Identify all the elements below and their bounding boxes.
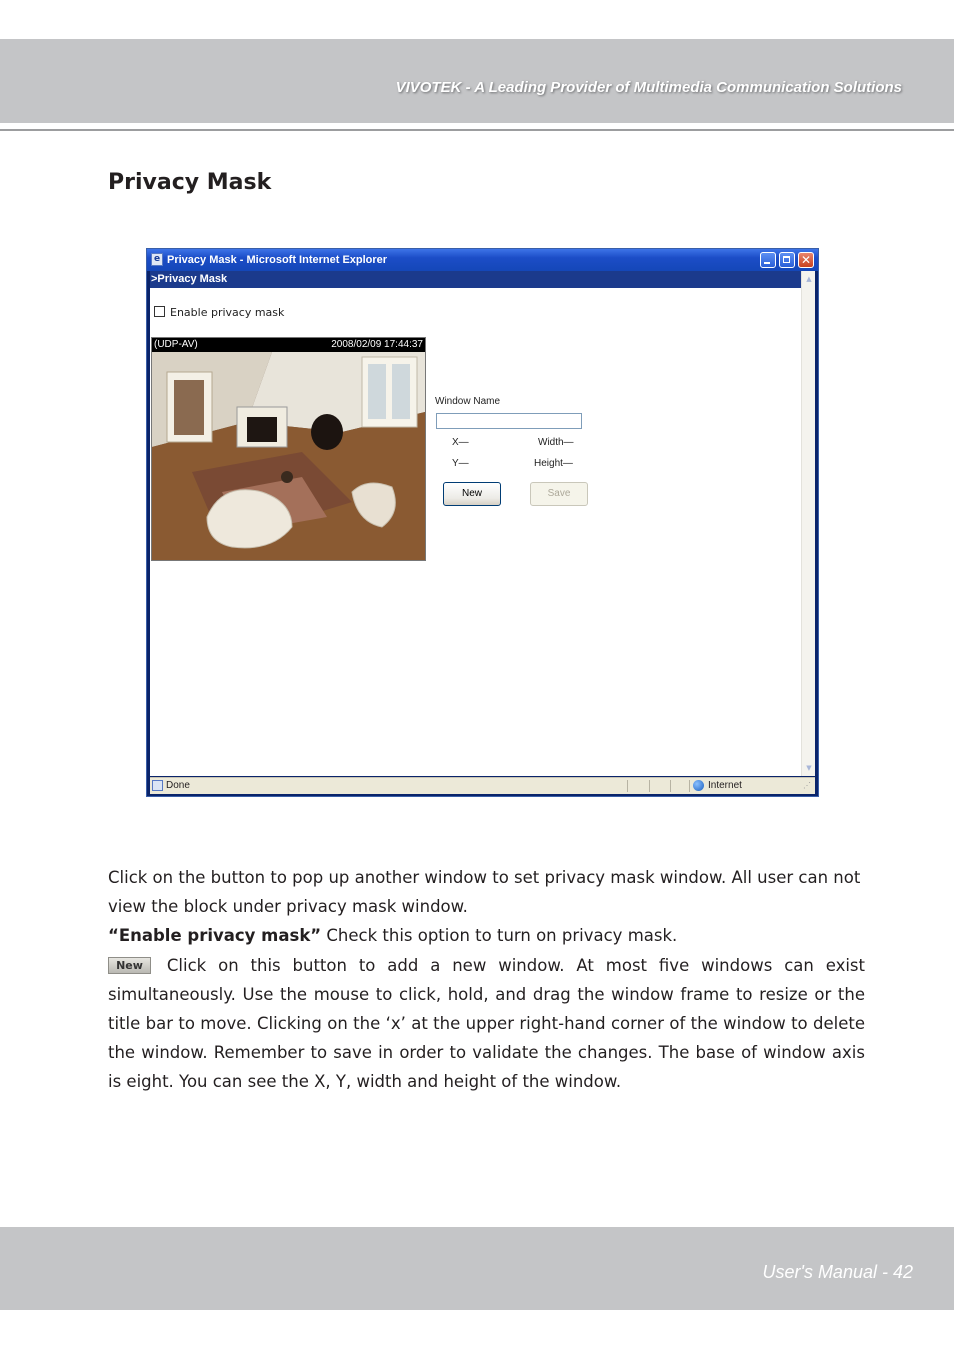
new-button-paragraph [108,951,865,1096]
page-number: User's Manual - 42 [762,1262,913,1282]
camera-video-view[interactable] [151,337,426,561]
vertical-scrollbar[interactable] [801,271,815,776]
ie-content-area [150,271,815,776]
enable-option-description: Check this option to turn on privacy mask. [321,926,678,945]
enable-option-paragraph [108,921,865,950]
enable-privacy-mask-label: Enable privacy mask [170,306,285,319]
height-label: Height— [534,458,573,469]
new-button-icon: New [108,957,151,974]
privacy-mask-heading-bar [150,271,801,288]
living-room-camera-image [152,352,425,560]
ie-window-screenshot [146,248,819,797]
ie-titlebar[interactable] [147,249,818,271]
enable-option-term: “Enable privacy mask” [108,926,322,945]
maximize-icon [780,253,794,267]
page-done-icon [152,780,163,791]
x-label: X— [452,437,469,448]
enable-privacy-mask-row[interactable] [154,306,284,319]
page-title: Privacy Mask [108,170,272,195]
ie-status-bar [150,777,815,794]
privacy-mask-heading: >Privacy Mask [151,273,228,285]
status-divider [689,780,690,792]
enable-privacy-mask-checkbox[interactable] [154,306,165,317]
minimize-button[interactable] [760,252,776,268]
header-divider [0,129,954,131]
maximize-button[interactable] [779,252,795,268]
close-icon: ✕ [800,253,812,267]
status-divider [649,780,650,792]
video-overlay-bar [152,338,425,352]
status-divider [670,780,671,792]
width-label: Width— [538,437,574,448]
resize-grip-icon[interactable]: ⋰ [803,781,811,790]
minimize-icon [761,253,775,267]
new-button[interactable]: New [443,482,501,506]
ie-app-icon: e [151,253,163,266]
close-button[interactable] [798,252,814,268]
video-stream-mode: (UDP-AV) [154,339,198,350]
video-timestamp: 2008/02/09 17:44:37 [331,339,423,350]
security-zone-text: Internet [708,780,742,791]
scroll-up-icon[interactable]: ▲ [806,275,812,283]
y-label: Y— [452,458,469,469]
intro-paragraph: Click on the button to pop up another window to set privacy mask window. All user can not view the block under privacy mask window. [108,868,861,916]
status-text: Done [166,780,190,791]
window-name-input[interactable] [436,413,582,429]
scroll-down-icon[interactable]: ▼ [806,764,812,772]
status-divider [627,780,628,792]
header-tagline: VIVOTEK - A Leading Provider of Multimedia Communication Solutions [395,79,902,96]
ie-window-title: Privacy Mask - Microsoft Internet Explorer [167,254,388,266]
save-button[interactable]: Save [530,482,588,506]
new-button-description: Click on this button to add a new window. At most five windows can exist simultaneously. Use the mouse to click, hold, and drag the window frame to resize or the title bar to move. Clicking on the ‘x’ at the upper right-hand corner of the window to delete the window. Remember to save in order to validate the changes. The base of window axis is eight. You can see the X, Y, width and height of the window. [108,956,865,1091]
window-name-label: Window Name [435,396,501,407]
internet-globe-icon [693,780,704,791]
